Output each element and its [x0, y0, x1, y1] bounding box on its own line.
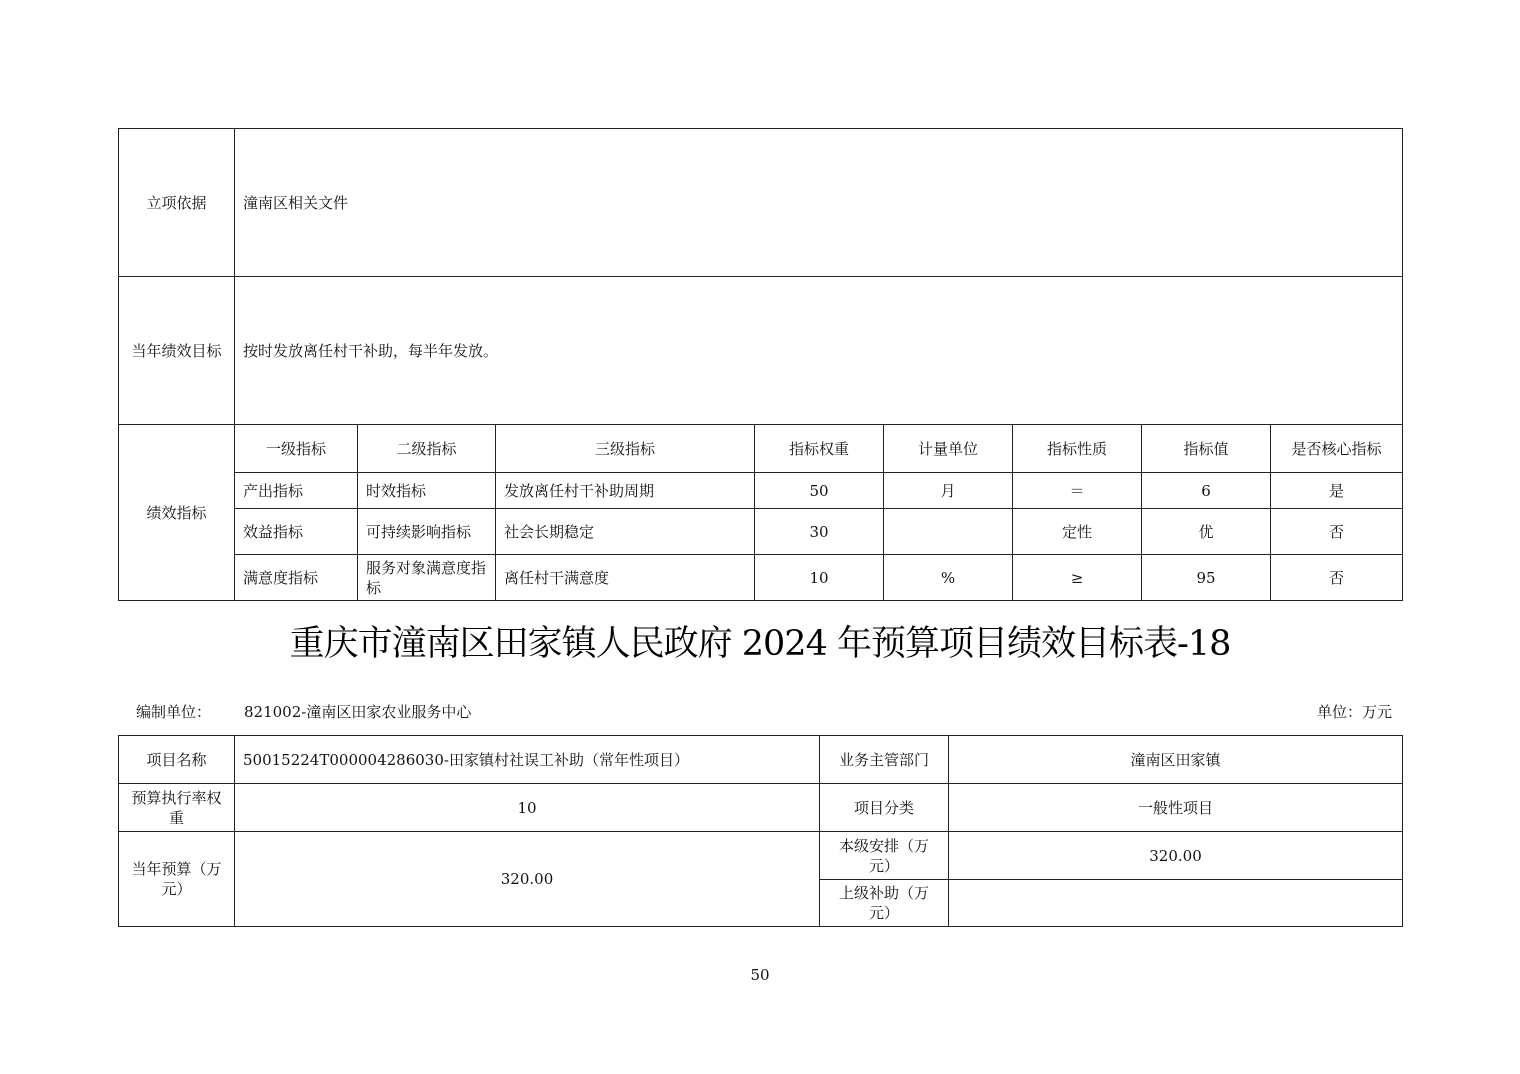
local-label: 本级安排（万元）: [820, 832, 949, 880]
cell: 6: [1142, 473, 1271, 509]
cell: 月: [884, 473, 1013, 509]
exec-weight-label: 预算执行率权重: [119, 784, 235, 832]
cell: 是: [1271, 473, 1403, 509]
cell: 产出指标: [235, 473, 358, 509]
header-cell: 一级指标: [235, 425, 358, 473]
cell: 效益指标: [235, 509, 358, 555]
indicator-label: 绩效指标: [119, 425, 235, 601]
table-row: [119, 509, 1403, 555]
cell: 30: [755, 509, 884, 555]
cell: 优: [1142, 509, 1271, 555]
org-value: 821002-潼南区田家农业服务中心: [244, 703, 472, 721]
cell: 定性: [1013, 509, 1142, 555]
basis-label: 立项依据: [119, 129, 235, 277]
cell: 离任村干满意度: [496, 555, 755, 601]
page-number: 50: [750, 966, 770, 984]
cell: 50: [755, 473, 884, 509]
title-prefix: 重庆市潼南区田家镇人民政府: [289, 624, 732, 664]
cell: ＝: [1013, 473, 1142, 509]
cell: 社会长期稳定: [496, 509, 755, 555]
cell: ≥: [1013, 555, 1142, 601]
category-value: 一般性项目: [949, 784, 1403, 832]
title-middle: 年预算项目绩效目标表: [836, 624, 1177, 664]
budget-value: 320.00: [235, 832, 820, 927]
header-cell: 三级指标: [496, 425, 755, 473]
header-cell: 二级指标: [358, 425, 496, 473]
category-label: 项目分类: [820, 784, 949, 832]
header-cell: 指标值: [1142, 425, 1271, 473]
exec-weight-value: 10: [235, 784, 820, 832]
cell: 95: [1142, 555, 1271, 601]
header-cell: 指标性质: [1013, 425, 1142, 473]
header-cell: 计量单位: [884, 425, 1013, 473]
upper-value: [949, 880, 1403, 927]
basis-value: 潼南区相关文件: [235, 129, 1403, 277]
cell: 否: [1271, 509, 1403, 555]
project-name-label: 项目名称: [119, 736, 235, 784]
project-info-table: [118, 735, 1403, 927]
goal-value: 按时发放离任村干补助，每半年发放。: [235, 277, 1403, 425]
performance-indicator-table: [118, 128, 1403, 601]
org-label: 编制单位：: [136, 703, 212, 721]
cell: 服务对象满意度指标: [358, 555, 496, 601]
cell: 满意度指标: [235, 555, 358, 601]
upper-label: 上级补助（万元）: [820, 880, 949, 927]
cell: 10: [755, 555, 884, 601]
local-value: 320.00: [949, 832, 1403, 880]
project-name-value: 50015224T000004286030-田家镇村社误工补助（常年性项目）: [235, 736, 820, 784]
cell: 否: [1271, 555, 1403, 601]
table-row: [119, 555, 1403, 601]
dept-label: 业务主管部门: [820, 736, 949, 784]
page-title: [0, 618, 1520, 670]
budget-label: 当年预算（万元）: [119, 832, 235, 927]
header-cell: 是否核心指标: [1271, 425, 1403, 473]
cell: 可持续影响指标: [358, 509, 496, 555]
cell: 时效指标: [358, 473, 496, 509]
dept-value: 潼南区田家镇: [949, 736, 1403, 784]
cell: %: [884, 555, 1013, 601]
cell: 发放离任村干补助周期: [496, 473, 755, 509]
title-suffix: -18: [1177, 624, 1231, 664]
header-cell: 指标权重: [755, 425, 884, 473]
table-row: [119, 473, 1403, 509]
goal-label: 当年绩效目标: [119, 277, 235, 425]
unit-text: 单位：万元: [1316, 703, 1392, 721]
title-year: 2024: [741, 624, 827, 664]
cell: [884, 509, 1013, 555]
